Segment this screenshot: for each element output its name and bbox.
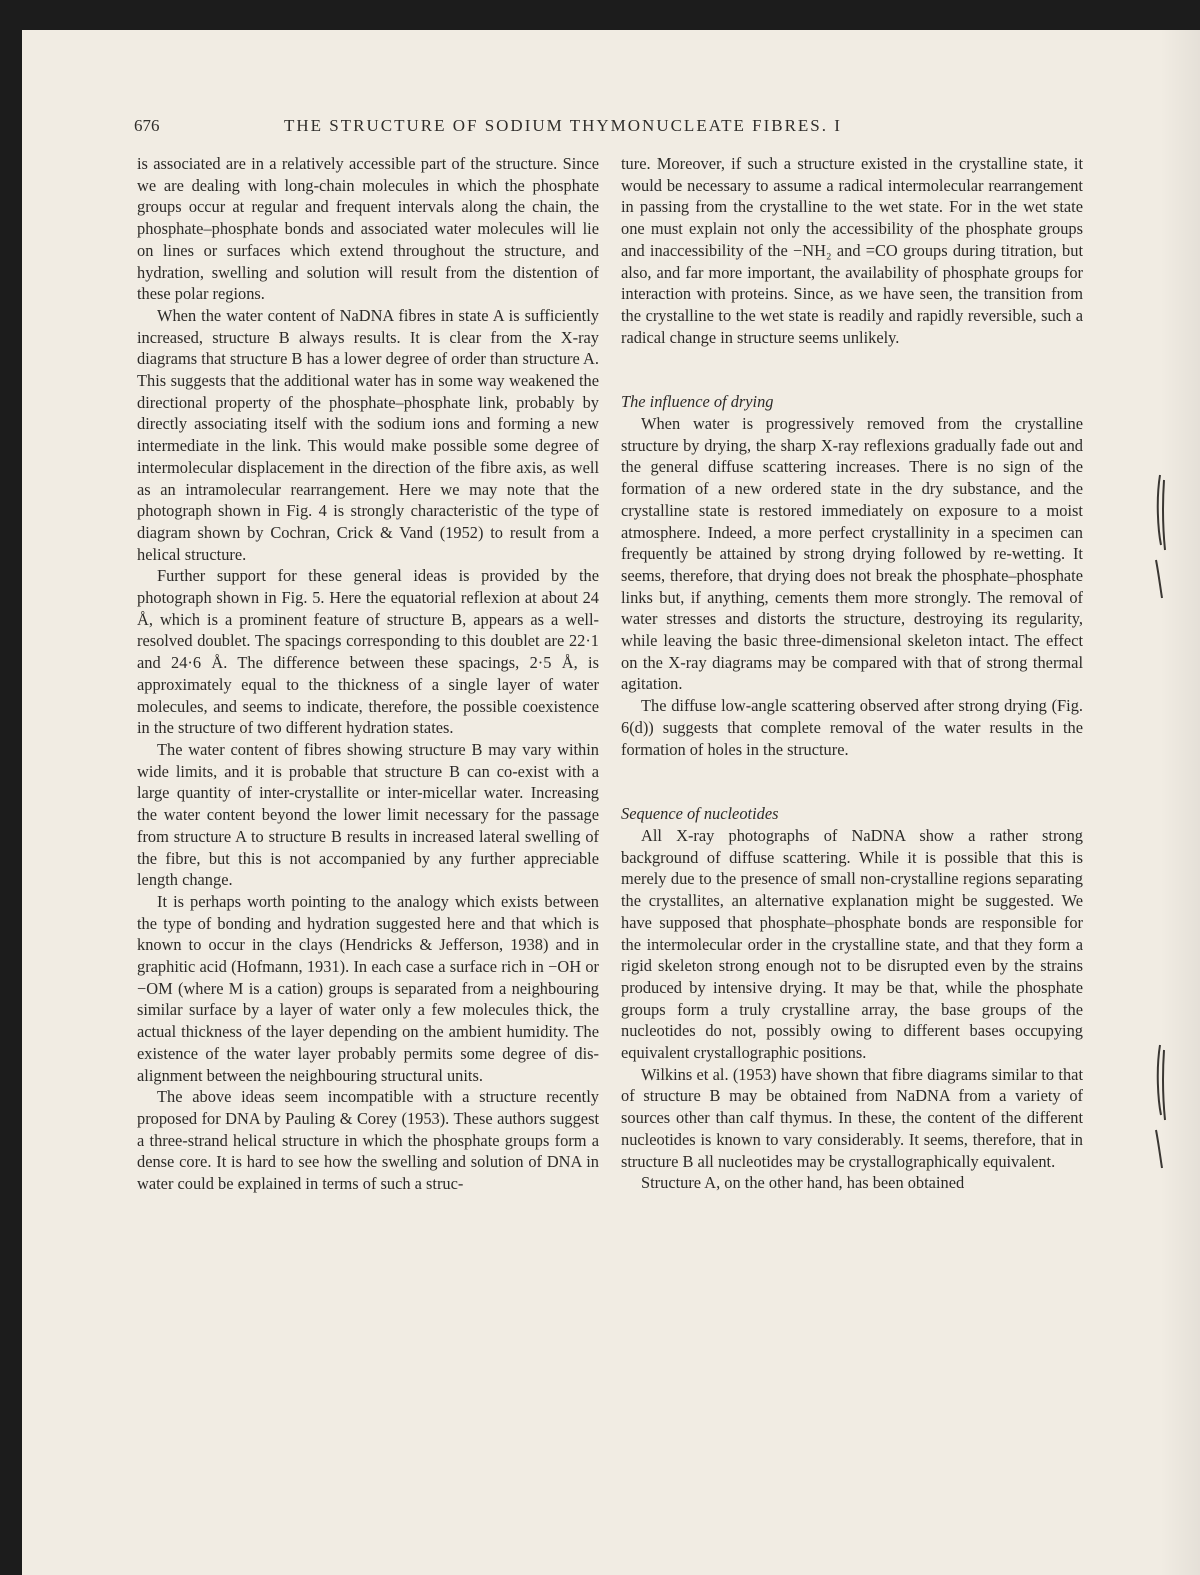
page-number: 676: [134, 116, 160, 135]
margin-pencil-mark-icon: [1150, 470, 1174, 600]
paragraph: All X-ray photographs of NaDNA show a rather strong background of diffuse scattering. While it is possible that this is merely due to the presence of small non-crystalline regions separating the crystallites, an alternative explanation might be suggested. We have supposed that phosphate–phosphate bonds are responsible for the intermolecular order in the crystalline state, and that they form a rigid skeleton strong enough not to be disrupted even by the strains produced by intensive drying. It may be that, while the phosphate groups form a truly crystalline array, the base groups of the nucleotides do not, possibly owing to different bases occupying equivalent crystallographic positions.: [621, 825, 1083, 1063]
margin-pencil-mark-icon: [1150, 1040, 1174, 1170]
running-header: [134, 116, 1114, 140]
paragraph: ture. Moreover, if such a structure existed in the crystalline state, it would be necessary to assume a radical intermolecular rearrangement in passing from the crystalline to the wet state. For in the wet state one must explain not only the accessibility of the phosphate groups and inaccessibility of the −NH₂ and =CO groups during titration, but also, and far more important, the availability of phosphate groups for interaction with proteins. Since, as we have seen, the transition from the crystalline to the wet state is readily and rapidly reversible, such a radical change in structure seems unlikely.: [621, 154, 1083, 347]
paragraph: Further support for these general ideas is provided by the photograph shown in Fig. 5. Here the equatorial reflexion at about 24 Å, which is a prominent feature of structure B, appears as a well-resolved doublet. The spacings corresponding to this doublet are 22·1 and 24·6 Å. The difference between these spacings, 2·5 Å, is approximately equal to the thickness of a single layer of water molecules, and seems to indicate, therefore, the possible coexistence in the structure of two different hydration states.: [137, 566, 599, 738]
section-heading-nucleotides: Sequence of nucleotides: [621, 804, 779, 824]
section-heading-drying: The influence of drying: [621, 392, 774, 412]
paragraph: is associated are in a relatively accessible part of the structure. Since we are dealing with long-chain molecules in which the phosphate groups occur at regular and frequent intervals along the chain, the phosphate–phosphate bonds and associated water molecules will lie on lines or surfaces which extend throughout the structure, and hydration, swelling and solution will result from the distention of these polar regions.: [137, 154, 599, 304]
paragraph: When the water content of NaDNA fibres in state A is sufficiently increased, structure B always results. It is clear from the X-ray diagrams that structure B has a lower degree of order than structure A. This suggests that the additional water has in some way weakened the directional property of the phosphate–phosphate link, probably by directly associating itself with the sodium ions and forming a new intermediate in the link. This would make possible some degree of intermolecular displacement in the direction of the fibre axis, as well as an intramolecular rearrangement. Here we may note that the photograph shown in Fig. 4 is strongly characteristic of the type of diagram shown by Cochran, Crick & Vand (1952) to result from a helical structure.: [137, 305, 599, 564]
paragraph: The water content of fibres showing structure B may vary within wide limits, and it is probable that structure B can co-exist with a large quantity of inter-crystallite or inter-micellar water. Increasing the water content beyond the lower limit necessary for the passage from structure A to structure B results in increased lateral swelling of the fibre, but this is not accompanied by any further appreciable length change.: [137, 739, 599, 890]
left-column: [137, 153, 599, 1195]
running-title: THE STRUCTURE OF SODIUM THYMONUCLEATE FIBRES. I: [284, 116, 842, 135]
paragraph: The diffuse low-angle scattering observed after strong drying (Fig. 6(d)) suggests that complete removal of the water results in the formation of holes in the structure.: [621, 696, 1083, 759]
paper-page: [22, 30, 1200, 1575]
paragraph: It is perhaps worth pointing to the analogy which exists between the type of bonding and hydration suggested here and that which is known to occur in the clays (Hendricks & Jefferson, 1938) and in graphitic acid (Hofmann, 1931). In each case a surface rich in −OH or −OM (where M is a cation) groups is separated from a neighbouring similar surface by a layer of water only a few molecules thick, the actual thickness of the layer depending on the ambient humidity. The existence of the water layer probably permits some degree of dis-alignment between the neighbouring structural units.: [137, 891, 599, 1085]
section-gap: [621, 760, 1083, 803]
paragraph: When water is progressively removed from the crystalline structure by drying, the sharp X-ray reflexions gradually fade out and the general diffuse scattering increases. There is no sign of the formation of a new ordered state in the dry substance, and the crystalline state is restored immediately on exposure to a moist atmosphere. Indeed, a more perfect crystallinity in a specimen can frequently be attained by strong drying followed by re-wetting. It seems, therefore, that drying does not break the phosphate–phosphate links but, if anything, cements them more strongly. The removal of water stresses and distorts the structure, destroying its regularity, while leaving the basic three-dimensional skeleton intact. The effect on the X-ray diagrams may be compared with that of strong thermal agitation.: [621, 414, 1083, 694]
paragraph: The above ideas seem incompatible with a structure recently proposed for DNA by Pauling & Corey (1953). These authors suggest a three-strand helical structure in which the phosphate groups form a dense core. It is hard to see how the swelling and solution of DNA in water could be explained in terms of such a struc-: [137, 1087, 599, 1194]
paragraph: Structure A, on the other hand, has been obtained: [641, 1173, 965, 1193]
right-column: [621, 153, 1083, 1194]
paragraph: Wilkins et al. (1953) have shown that fibre diagrams similar to that of structure B may be obtained from NaDNA from a variety of sources other than calf thymus. In these, the content of the different nucleotides is known to vary considerably. It seems, therefore, that in structure B all nucleotides may be crystallographically equivalent.: [621, 1064, 1083, 1171]
section-gap: [621, 348, 1083, 391]
